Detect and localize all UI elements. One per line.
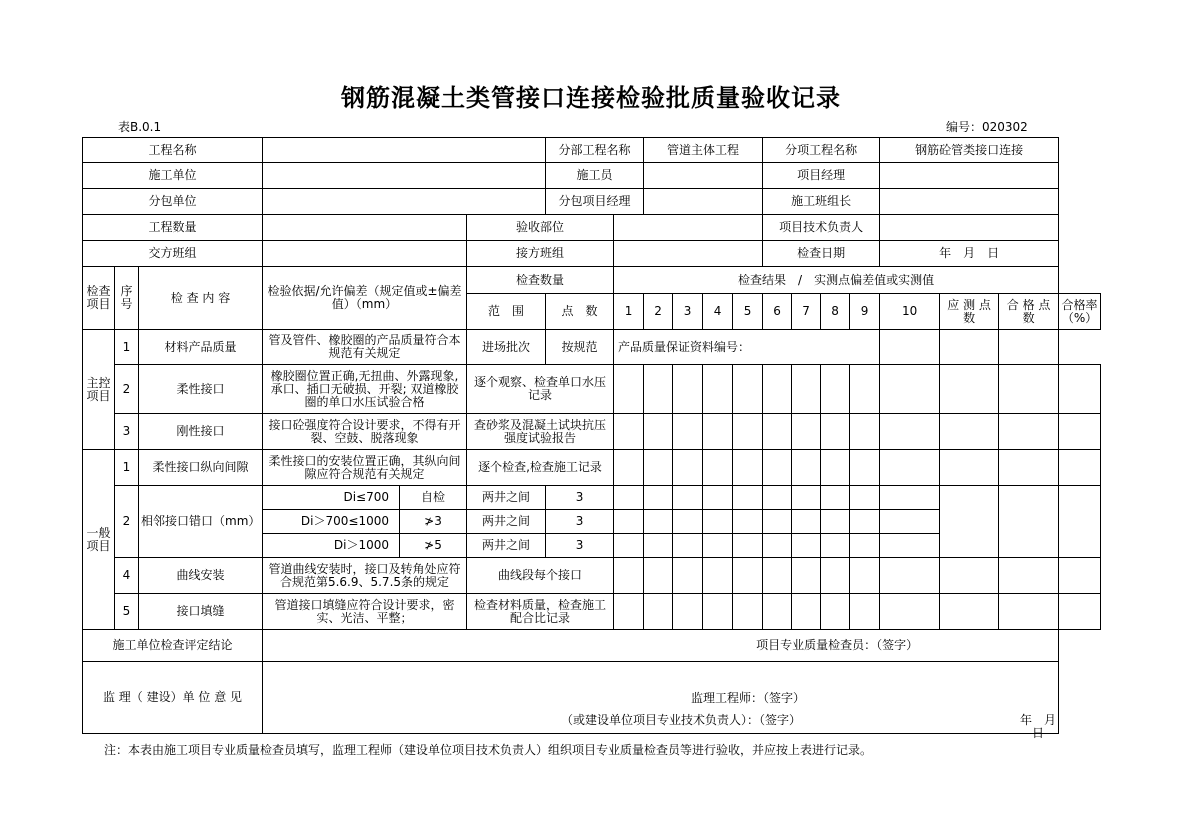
cell[interactable] bbox=[999, 414, 1059, 450]
cell[interactable] bbox=[821, 414, 850, 450]
sub-project-value: 管道主体工程 bbox=[644, 138, 763, 163]
table-row bbox=[83, 241, 1101, 267]
main-method-2: 逐个观察、检查单口水压记录 bbox=[467, 365, 614, 414]
col-num-6: 6 bbox=[763, 294, 792, 330]
cell[interactable] bbox=[644, 594, 673, 630]
table-row bbox=[83, 558, 1101, 594]
col-num-2: 2 bbox=[644, 294, 673, 330]
col-check-qty: 检查数量 bbox=[467, 267, 614, 294]
cell[interactable] bbox=[880, 594, 940, 630]
gen-range-2a: 两井之间 bbox=[467, 486, 546, 510]
check-date-value[interactable]: 年 月 日 bbox=[880, 241, 1059, 267]
acceptance-part-label: 验收部位 bbox=[467, 215, 614, 241]
cell[interactable] bbox=[673, 534, 703, 558]
cell[interactable] bbox=[673, 510, 703, 534]
cell[interactable] bbox=[644, 365, 673, 414]
cell[interactable] bbox=[850, 534, 880, 558]
gen-val-2a: 自检 bbox=[400, 486, 467, 510]
receiving-team-label: 接方班组 bbox=[467, 241, 614, 267]
col-num-4: 4 bbox=[703, 294, 733, 330]
subcontract-manager-value[interactable] bbox=[644, 189, 763, 215]
cell[interactable] bbox=[940, 450, 999, 486]
cell[interactable] bbox=[1059, 414, 1101, 450]
cell[interactable] bbox=[614, 365, 644, 414]
col-num-10: 10 bbox=[880, 294, 940, 330]
gen-content-2: 相邻接口错口（mm） bbox=[139, 486, 263, 558]
cell[interactable] bbox=[763, 534, 792, 558]
gen-seq-4: 4 bbox=[115, 558, 139, 594]
item-project-value: 钢筋砼管类接口连接 bbox=[880, 138, 1059, 163]
cell[interactable] bbox=[644, 486, 673, 510]
table-row bbox=[83, 486, 1101, 510]
col-pass-rate: 合格率（%） bbox=[1059, 294, 1101, 330]
table-row bbox=[83, 630, 1101, 662]
gen-range-2b: 两井之间 bbox=[467, 510, 546, 534]
tech-leader-label: 项目技术负责人 bbox=[763, 215, 880, 241]
cell[interactable] bbox=[733, 510, 763, 534]
project-name-label: 工程名称 bbox=[83, 138, 263, 163]
acceptance-part-value[interactable] bbox=[614, 215, 763, 241]
col-should-points: 应 测 点 数 bbox=[940, 294, 999, 330]
cell[interactable] bbox=[614, 486, 644, 510]
cell[interactable] bbox=[703, 510, 733, 534]
gen-seq-5: 5 bbox=[115, 594, 139, 630]
handover-team-value[interactable] bbox=[263, 241, 467, 267]
main-seq-2: 2 bbox=[115, 365, 139, 414]
gen-range-2c: 两井之间 bbox=[467, 534, 546, 558]
cell[interactable] bbox=[703, 486, 733, 510]
cell[interactable] bbox=[763, 510, 792, 534]
supervision-engineer: 监理工程师：（签字） bbox=[691, 691, 806, 705]
general-items-label: 一般项目 bbox=[83, 450, 115, 630]
cell[interactable] bbox=[703, 534, 733, 558]
gen-method-1: 逐个检查,检查施工记录 bbox=[467, 450, 614, 486]
cell[interactable] bbox=[733, 558, 763, 594]
gen-cond-2b: Di＞700≤1000 bbox=[263, 510, 400, 534]
cell[interactable] bbox=[792, 414, 821, 450]
cell[interactable] bbox=[821, 510, 850, 534]
col-num-7: 7 bbox=[792, 294, 821, 330]
quantity-label: 工程数量 bbox=[83, 215, 263, 241]
supervision-date: 年 月 日 bbox=[1020, 713, 1069, 740]
cell[interactable] bbox=[792, 534, 821, 558]
cell[interactable] bbox=[821, 365, 850, 414]
cell[interactable] bbox=[999, 558, 1059, 594]
construction-unit-value[interactable] bbox=[263, 163, 546, 189]
col-num-8: 8 bbox=[821, 294, 850, 330]
main-range-1: 进场批次 bbox=[467, 330, 546, 365]
cell[interactable] bbox=[733, 365, 763, 414]
main-basis-3: 接口砼强度符合设计要求，不得有开裂、空鼓、脱落现象 bbox=[263, 414, 467, 450]
cell[interactable] bbox=[703, 450, 733, 486]
cell[interactable] bbox=[673, 594, 703, 630]
cell[interactable] bbox=[673, 365, 703, 414]
cell[interactable] bbox=[880, 486, 940, 510]
main-seq-1: 1 bbox=[115, 330, 139, 365]
main-points-1: 按规范 bbox=[546, 330, 614, 365]
main-seq-3: 3 bbox=[115, 414, 139, 450]
col-seq: 序号 bbox=[115, 267, 139, 330]
cell[interactable] bbox=[940, 486, 999, 558]
gen-method-5: 检查材料质量，检查施工配合比记录 bbox=[467, 594, 614, 630]
acceptance-record-table bbox=[82, 137, 1101, 740]
col-pass-points: 合 格 点 数 bbox=[999, 294, 1059, 330]
col-check-item: 检查项目 bbox=[83, 267, 115, 330]
gen-points-2c: 3 bbox=[546, 534, 614, 558]
cell[interactable] bbox=[940, 330, 999, 365]
cell[interactable] bbox=[644, 534, 673, 558]
gen-seq-1: 1 bbox=[115, 450, 139, 486]
footnote: 注：本表由施工项目专业质量检查员填写，监理工程师（建设单位项目技术负责人）组织项目专业质量检查员等进行验收，并应按上表进行记录。 bbox=[104, 743, 873, 757]
cell[interactable] bbox=[821, 594, 850, 630]
gen-basis-1: 柔性接口的安装位置正确，其纵向间隙应符合规范有关规定 bbox=[263, 450, 467, 486]
cell[interactable] bbox=[940, 414, 999, 450]
gen-content-1: 柔性接口纵向间隙 bbox=[139, 450, 263, 486]
cell[interactable] bbox=[821, 534, 850, 558]
table-row bbox=[83, 594, 1101, 630]
cell[interactable] bbox=[1059, 450, 1101, 486]
table-row bbox=[83, 163, 1101, 189]
cell[interactable] bbox=[999, 450, 1059, 486]
cell[interactable] bbox=[733, 486, 763, 510]
cell[interactable] bbox=[614, 558, 644, 594]
cell[interactable] bbox=[733, 414, 763, 450]
gen-cond-2c: Di＞1000 bbox=[263, 534, 400, 558]
cell[interactable] bbox=[850, 365, 880, 414]
cell[interactable] bbox=[880, 450, 940, 486]
table-row bbox=[83, 365, 1101, 414]
cell[interactable] bbox=[792, 486, 821, 510]
construction-unit-label: 施工单位 bbox=[83, 163, 263, 189]
cell[interactable] bbox=[614, 510, 644, 534]
cell[interactable] bbox=[850, 594, 880, 630]
gen-val-2b: ≯3 bbox=[400, 510, 467, 534]
cell[interactable] bbox=[1059, 594, 1101, 630]
col-num-5: 5 bbox=[733, 294, 763, 330]
gen-content-5: 接口填缝 bbox=[139, 594, 263, 630]
cell[interactable] bbox=[673, 450, 703, 486]
table-row bbox=[83, 662, 1101, 734]
cell[interactable] bbox=[850, 510, 880, 534]
table-number: 表B.0.1 bbox=[118, 120, 162, 134]
table-row bbox=[83, 330, 1101, 365]
main-content-1: 材料产品质量 bbox=[139, 330, 263, 365]
form-title: 钢筋混凝土类管接口连接检验批质量验收记录 bbox=[341, 84, 841, 112]
gen-seq-2: 2 bbox=[115, 486, 139, 558]
table-row bbox=[83, 189, 1101, 215]
cell[interactable] bbox=[673, 558, 703, 594]
col-content: 检 查 内 容 bbox=[139, 267, 263, 330]
cell[interactable] bbox=[850, 414, 880, 450]
cell[interactable] bbox=[999, 486, 1059, 558]
cell[interactable] bbox=[880, 330, 940, 365]
team-leader-label: 施工班组长 bbox=[763, 189, 880, 215]
cell[interactable] bbox=[763, 594, 792, 630]
cell[interactable] bbox=[703, 414, 733, 450]
col-num-3: 3 bbox=[673, 294, 703, 330]
cell[interactable] bbox=[792, 558, 821, 594]
cell[interactable] bbox=[673, 414, 703, 450]
gen-points-2b: 3 bbox=[546, 510, 614, 534]
cell[interactable] bbox=[792, 510, 821, 534]
handover-team-label: 交方班组 bbox=[83, 241, 263, 267]
cell[interactable] bbox=[1059, 486, 1101, 558]
cell[interactable] bbox=[614, 450, 644, 486]
cell[interactable] bbox=[614, 594, 644, 630]
constructor-value[interactable] bbox=[644, 163, 763, 189]
table-row bbox=[83, 450, 1101, 486]
main-content-2: 柔性接口 bbox=[139, 365, 263, 414]
cell[interactable] bbox=[1059, 558, 1101, 594]
cell[interactable] bbox=[940, 594, 999, 630]
col-points: 点 数 bbox=[546, 294, 614, 330]
gen-content-4: 曲线安装 bbox=[139, 558, 263, 594]
main-method-3: 查砂浆及混凝土试块抗压强度试验报告 bbox=[467, 414, 614, 450]
cell[interactable] bbox=[644, 414, 673, 450]
check-date-label: 检查日期 bbox=[763, 241, 880, 267]
gen-val-2c: ≯5 bbox=[400, 534, 467, 558]
col-result: 检查结果 / 实测点偏差值或实测值 bbox=[614, 267, 1059, 294]
supervision-owner: （或建设单位项目专业技术负责人）：（签字） bbox=[561, 713, 802, 727]
sub-project-label: 分部工程名称 bbox=[546, 138, 644, 163]
project-name-value[interactable] bbox=[263, 138, 546, 163]
cell[interactable] bbox=[792, 594, 821, 630]
cell[interactable] bbox=[880, 365, 940, 414]
cell[interactable] bbox=[999, 365, 1059, 414]
gen-method-4: 曲线段每个接口 bbox=[467, 558, 614, 594]
col-basis: 检验依据/允许偏差（规定值或±偏差值）（mm） bbox=[263, 267, 467, 330]
col-num-9: 9 bbox=[850, 294, 880, 330]
gen-basis-4: 管道曲线安装时，接口及转角处应符合规范第5.6.9、5.7.5条的规定 bbox=[263, 558, 467, 594]
cell[interactable] bbox=[644, 450, 673, 486]
cell[interactable] bbox=[940, 365, 999, 414]
cell[interactable] bbox=[792, 365, 821, 414]
cell[interactable] bbox=[850, 558, 880, 594]
cell[interactable] bbox=[733, 534, 763, 558]
subcontract-unit-label: 分包单位 bbox=[83, 189, 263, 215]
cell[interactable] bbox=[940, 558, 999, 594]
cell[interactable] bbox=[644, 510, 673, 534]
cell[interactable] bbox=[999, 330, 1059, 365]
cell[interactable] bbox=[614, 534, 644, 558]
cell[interactable] bbox=[703, 365, 733, 414]
cell[interactable] bbox=[763, 365, 792, 414]
cell[interactable] bbox=[733, 450, 763, 486]
team-leader-value[interactable] bbox=[880, 189, 1059, 215]
project-manager-label: 项目经理 bbox=[763, 163, 880, 189]
quantity-value[interactable] bbox=[263, 215, 467, 241]
cell[interactable] bbox=[792, 450, 821, 486]
gen-basis-5: 管道接口填缝应符合设计要求，密实、光洁、平整； bbox=[263, 594, 467, 630]
gen-cond-2a: Di≤700 bbox=[263, 486, 400, 510]
table-row bbox=[83, 215, 1101, 241]
cell[interactable] bbox=[703, 594, 733, 630]
cell[interactable] bbox=[763, 486, 792, 510]
cell[interactable] bbox=[644, 558, 673, 594]
cell[interactable] bbox=[763, 450, 792, 486]
cell[interactable] bbox=[821, 486, 850, 510]
project-manager-value[interactable] bbox=[880, 163, 1059, 189]
constructor-label: 施工员 bbox=[546, 163, 644, 189]
table-row bbox=[83, 138, 1101, 163]
form-code: 编号：020302 bbox=[946, 120, 1028, 134]
main-basis-1: 管及管件、橡胶圈的产品质量符合本规范有关规定 bbox=[263, 330, 467, 365]
cell[interactable] bbox=[1059, 365, 1101, 414]
cell[interactable] bbox=[880, 510, 940, 534]
subcontract-manager-label: 分包项目经理 bbox=[546, 189, 644, 215]
col-range: 范 围 bbox=[467, 294, 546, 330]
cell[interactable] bbox=[733, 594, 763, 630]
cell[interactable] bbox=[673, 486, 703, 510]
cell[interactable] bbox=[614, 414, 644, 450]
cell[interactable] bbox=[880, 558, 940, 594]
supervision-opinion[interactable] bbox=[263, 662, 1069, 740]
cell[interactable] bbox=[850, 450, 880, 486]
cell[interactable] bbox=[821, 450, 850, 486]
main-content-3: 刚性接口 bbox=[139, 414, 263, 450]
supervision-label: 监 理（ 建设）单 位 意 见 bbox=[83, 662, 263, 734]
cell[interactable] bbox=[821, 558, 850, 594]
main-result-1[interactable]: 产品质量保证资料编号： bbox=[614, 330, 880, 365]
conclusion-inspector[interactable]: 项目专业质量检查员：（签字） bbox=[263, 630, 1059, 662]
main-items-label: 主控项目 bbox=[83, 330, 115, 450]
cell[interactable] bbox=[850, 486, 880, 510]
item-project-label: 分项工程名称 bbox=[763, 138, 880, 163]
cell[interactable] bbox=[703, 558, 733, 594]
receiving-team-value[interactable] bbox=[614, 241, 763, 267]
cell[interactable] bbox=[763, 414, 792, 450]
cell[interactable] bbox=[999, 594, 1059, 630]
gen-points-2a: 3 bbox=[546, 486, 614, 510]
cell[interactable] bbox=[880, 534, 940, 558]
main-basis-2: 橡胶圈位置正确,无扭曲、外露现象, 承口、插口无破损、开裂; 双道橡胶圈的单口水压试验合格 bbox=[263, 365, 467, 414]
tech-leader-value[interactable] bbox=[880, 215, 1059, 241]
table-row bbox=[83, 414, 1101, 450]
cell[interactable] bbox=[880, 414, 940, 450]
conclusion-label: 施工单位检查评定结论 bbox=[83, 630, 263, 662]
col-num-1: 1 bbox=[614, 294, 644, 330]
table-row bbox=[83, 267, 1101, 294]
cell[interactable] bbox=[763, 558, 792, 594]
subcontract-unit-value[interactable] bbox=[263, 189, 546, 215]
